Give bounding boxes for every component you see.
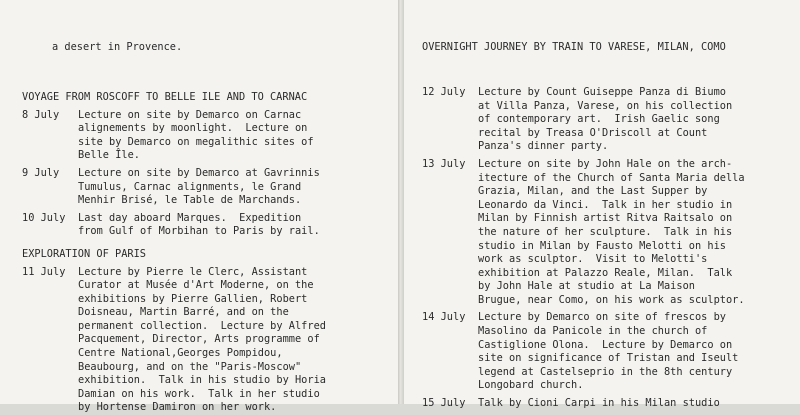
entry-line [422, 294, 745, 308]
entry-date-spacer [422, 140, 478, 154]
entry-line [422, 113, 745, 127]
entry-line [22, 225, 326, 239]
entry-text: Panza's dinner party. [478, 140, 609, 153]
entry-text: Curator at Musée d'Art Moderne, on the [78, 279, 314, 292]
entry-line [22, 149, 326, 163]
entry-date-spacer [22, 149, 78, 163]
entry-first-line [422, 86, 745, 100]
entry-line [22, 306, 326, 320]
entry-text: Lecture by Demarco on site of frescos by [478, 311, 726, 324]
entry-text: legend at Castelseprio in the 8th century [478, 365, 733, 378]
entry-text: Pacquement, Director, Arts programme of [78, 333, 320, 346]
entry-line [422, 366, 745, 380]
entry-line [422, 339, 745, 353]
entry-text: work as sculptor. Visit to Melotti's [478, 253, 708, 266]
entry-line [22, 279, 326, 293]
entry-date-spacer [422, 100, 478, 114]
entry-date-spacer [422, 325, 478, 339]
entry-date-spacer [422, 352, 478, 366]
entry-date-spacer [422, 294, 478, 308]
entry-text: site by Demarco on megalithic sites of [78, 135, 314, 148]
entry-date-spacer [22, 136, 78, 150]
entry-text: permanent collection. Lecture by Alfred [78, 319, 326, 332]
section-heading: OVERNIGHT JOURNEY BY TRAIN TO VARESE, MILAN, COMO [422, 41, 726, 54]
entry-date-spacer [422, 280, 478, 294]
entry-text: Belle Île. [78, 149, 140, 162]
entry-text: itecture of the Church of Santa Maria della [478, 171, 745, 184]
entry-line [22, 136, 326, 150]
entry-date: 15 July [422, 397, 466, 410]
entry-line [422, 199, 745, 213]
entry-line [22, 401, 326, 415]
entry-text: Talk by Cioni Carpi in his Milan studio [478, 397, 720, 410]
entry-line [22, 194, 326, 208]
entry-text: Masolino da Panicole in the church of [478, 325, 708, 338]
entry-text: exhibition. Talk in his studio by Horia [78, 374, 326, 387]
entry-date-spacer [22, 401, 78, 415]
entry-text: Lecture on site by Demarco on Carnac [78, 108, 302, 121]
entry-date: 10 July [22, 211, 66, 224]
entry-date: 12 July [422, 85, 466, 98]
entry-first-line [22, 266, 326, 280]
entry-date-spacer [22, 306, 78, 320]
entry-line [422, 267, 745, 281]
entry-line [22, 388, 326, 402]
entry-text: by Hortense Damiron on her work. [78, 401, 277, 414]
entry-date-spacer [422, 240, 478, 254]
entry-text: at Villa Panza, Varese, on his collection [478, 99, 733, 112]
entry-line [422, 212, 745, 226]
entry-text: site on significance of Tristan and Iseult [478, 352, 739, 365]
entry-date-spacer [422, 339, 478, 353]
entry-date-spacer [422, 172, 478, 186]
entry-date-spacer [22, 181, 78, 195]
entry-line [22, 333, 326, 347]
entry-text: by John Hale at studio at La Maison [478, 280, 695, 293]
entry-text: of contemporary art. Irish Gaelic song [478, 113, 720, 126]
entry-text: Lecture by Count Guiseppe Panza di Biumo [478, 85, 726, 98]
entry-text: studio in Milan by Fausto Melotti on his [478, 239, 726, 252]
section-heading: VOYAGE FROM ROSCOFF TO BELLE ILE AND TO CARNAC [22, 90, 308, 103]
entry-date: 11 July [22, 265, 66, 278]
entry-line [22, 374, 326, 388]
entry-line [422, 352, 745, 366]
entry-line [22, 181, 326, 195]
entry-text: Lecture on site by Demarco at Gavrinnis [78, 166, 320, 179]
entry-text: Lecture by Pierre le Clerc, Assistant [78, 265, 308, 278]
entry-text: Grazia, Milan, and the Last Supper by [478, 185, 708, 198]
entry-text: exhibitions by Pierre Gallien, Robert [78, 292, 308, 305]
entry-line [422, 140, 745, 154]
entry-date: 8 July [22, 108, 60, 121]
entry-date-spacer [22, 388, 78, 402]
entry-line [22, 347, 326, 361]
entry-line [422, 253, 745, 267]
entry-line [422, 240, 745, 254]
entry-date-spacer [422, 212, 478, 226]
entry-text: Milan by Finnish artist Ritva Raitsalo on [478, 212, 733, 225]
entry-text: Brugue, near Como, on his work as sculptor. [478, 293, 745, 306]
entry-date-spacer [422, 226, 478, 240]
entry-text: Tumulus, Carnac alignments, le Grand [78, 180, 302, 193]
entry-line [22, 293, 326, 307]
entry-date-spacer [422, 366, 478, 380]
entry-text: exhibition at Palazzo Reale, Milan. Talk [478, 266, 733, 279]
entry-first-line [422, 158, 745, 172]
entry-text: Doisneau, Martin Barré, and on the [78, 306, 289, 319]
entry-text: Damian on his work. Talk in her studio [78, 387, 320, 400]
entry-text: alignements by moonlight. Lecture on [78, 122, 308, 135]
entry-text: recital by Treasa O'Driscoll at Count [478, 126, 708, 139]
entry-date-spacer [422, 379, 478, 393]
entry-date: 9 July [22, 166, 60, 179]
entry-line [422, 379, 745, 393]
entry-line [422, 280, 745, 294]
entry-line [422, 185, 745, 199]
entry-line [22, 122, 326, 136]
entry-first-line [22, 109, 326, 123]
entry-text: Centre National,Georges Pompidou, [78, 347, 283, 360]
entry-date: 14 July [422, 311, 466, 324]
entry-date-spacer [22, 194, 78, 208]
entry-line [422, 325, 745, 339]
entry-date-spacer [422, 199, 478, 213]
entry-line [22, 320, 326, 334]
entry-date-spacer [422, 113, 478, 127]
left-page-content [22, 14, 326, 415]
entry-date-spacer [22, 347, 78, 361]
entry-text: from Gulf of Morbihan to Paris by rail. [78, 225, 320, 238]
opening-line: a desert in Provence. [52, 41, 183, 54]
entry-date-spacer [22, 225, 78, 239]
entry-date-spacer [22, 333, 78, 347]
entry-line [422, 127, 745, 141]
entry-text: Leonardo da Vinci. Talk in her studio in [478, 198, 733, 211]
entry-date-spacer [422, 185, 478, 199]
entry-line [422, 226, 745, 240]
entry-first-line [422, 311, 745, 325]
entry-date-spacer [22, 122, 78, 136]
entry-date: 13 July [422, 157, 466, 170]
entry-text: Last day aboard Marques. Expedition [78, 211, 302, 224]
entry-first-line [22, 212, 326, 226]
entry-text: the nature of her sculpture. Talk in his [478, 225, 733, 238]
entry-text: Lecture on site by John Hale on the arch- [478, 157, 733, 170]
entry-date-spacer [22, 374, 78, 388]
entry-text: Castiglione Olona. Lecture by Demarco on [478, 338, 733, 351]
entry-first-line [22, 167, 326, 181]
entry-text: Beaubourg, and on the "Paris-Moscow" [78, 360, 302, 373]
entry-date-spacer [422, 127, 478, 141]
entry-date-spacer [22, 279, 78, 293]
right-page [404, 0, 800, 410]
entry-text: Longobard church. [478, 379, 584, 392]
entry-date-spacer [422, 267, 478, 281]
entry-date-spacer [22, 293, 78, 307]
entry-text: Menhir Brisé, le Table de Marchands. [78, 194, 302, 207]
entry-first-line [422, 397, 745, 411]
entry-date-spacer [22, 320, 78, 334]
right-page-content [422, 14, 745, 411]
entry-line [22, 361, 326, 375]
entry-line [422, 172, 745, 186]
entry-date-spacer [422, 253, 478, 267]
left-page [0, 0, 398, 414]
entry-line [422, 100, 745, 114]
section-heading: EXPLORATION OF PARIS [22, 247, 146, 260]
entry-date-spacer [22, 361, 78, 375]
